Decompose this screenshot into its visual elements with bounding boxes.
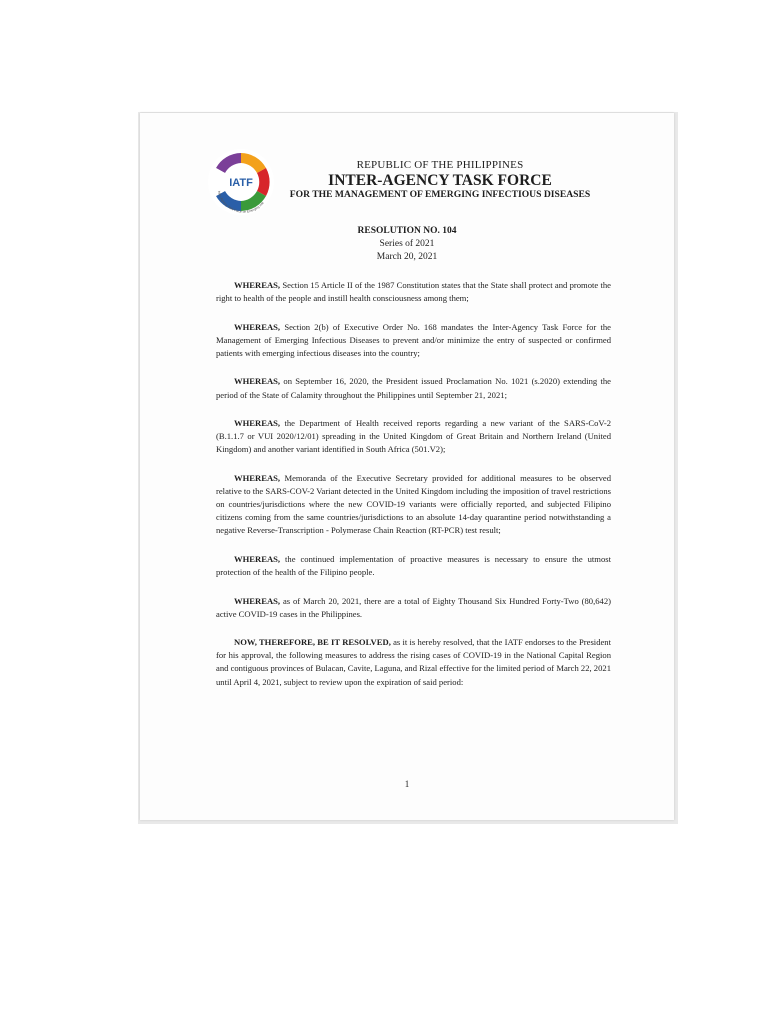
logo-text: IATF: [229, 177, 253, 189]
letterhead: [280, 159, 600, 201]
whereas-paragraph: WHEREAS, the continued implementation of proactive measures is necessary to ensure the utmost protection of the health of the Filipino people.: [216, 553, 611, 577]
resolution-block: [140, 225, 674, 264]
resolution-body: [216, 279, 611, 704]
resolution-number: RESOLUTION NO. 104: [357, 226, 457, 236]
iatf-logo: [206, 147, 276, 217]
agency-subtitle: FOR THE MANAGEMENT OF EMERGING INFECTIOUS DISEASES: [289, 189, 591, 200]
resolution-series: Series of 2021: [379, 239, 435, 249]
whereas-paragraph: WHEREAS, Section 2(b) of Executive Order No. 168 mandates the Inter-Agency Task Force for the Management of Emerging Infectious Diseases to prevent and/or minimize the entry of suspected or confirmed patients with emerging infectious diseases into the country;: [216, 321, 611, 358]
page-number: 1: [404, 779, 410, 789]
whereas-paragraph: WHEREAS, Section 15 Article II of the 1987 Constitution states that the State shall protect and promote the right to health of the people and instill health consciousness among them;: [216, 280, 611, 304]
resolution-date: March 20, 2021: [376, 252, 438, 262]
republic-title: REPUBLIC OF THE PHILIPPINES: [356, 159, 524, 171]
whereas-paragraph: WHEREAS, the Department of Health received reports regarding a new variant of the SARS-CoV-2 (B.1.1.7 or VUI 2020/12/01) spreading in the United Kingdom of Great Britain and Northern Ireland (United Kingdom) and another variant identified in South Africa (501.V2);: [216, 418, 611, 455]
whereas-paragraph: WHEREAS, on September 16, 2020, the President issued Proclamation No. 1021 (s.2020) extending the period of the State of Calamity throughout the Philippines until September 21, 2021;: [216, 376, 611, 400]
document-page: [140, 113, 674, 820]
agency-title: INTER-AGENCY TASK FORCE: [328, 172, 552, 189]
whereas-paragraph: WHEREAS, Memoranda of the Executive Secretary provided for additional measures to be observed relative to the SARS-COV-2 Variant detected in the United Kingdom including the imposition of travel restrictions on countries/jurisdictions where the new COVID-19 variants were officially reported, and subjected Filipino citizens coming from the same countries/jurisdictions to an absolute 14-day quarantine period notwithstanding a negative Reverse-Transcription - Polymerase Chain Reaction (RT-PCR) test result;: [216, 472, 612, 536]
whereas-paragraph: WHEREAS, as of March 20, 2021, there are a total of Eighty Thousand Six Hundred Forty-Two (80,642) active COVID-19 cases in the Philippines.: [216, 595, 611, 619]
resolved-paragraph: NOW, THEREFORE, BE IT RESOLVED, as it is hereby resolved, that the IATF endorses to the President for his approval, the following measures to address the rising cases of COVID-19 in the National Capital Region and contiguous provinces of Bulacan, Cavite, Laguna, and Rizal effective for the limited period of March 22, 2021 until April 4, 2021, subject to review upon the expiration of said period:: [216, 637, 611, 687]
logo-arc-text: Inter-Agency Task Force on Emerging Infe: [217, 190, 265, 214]
